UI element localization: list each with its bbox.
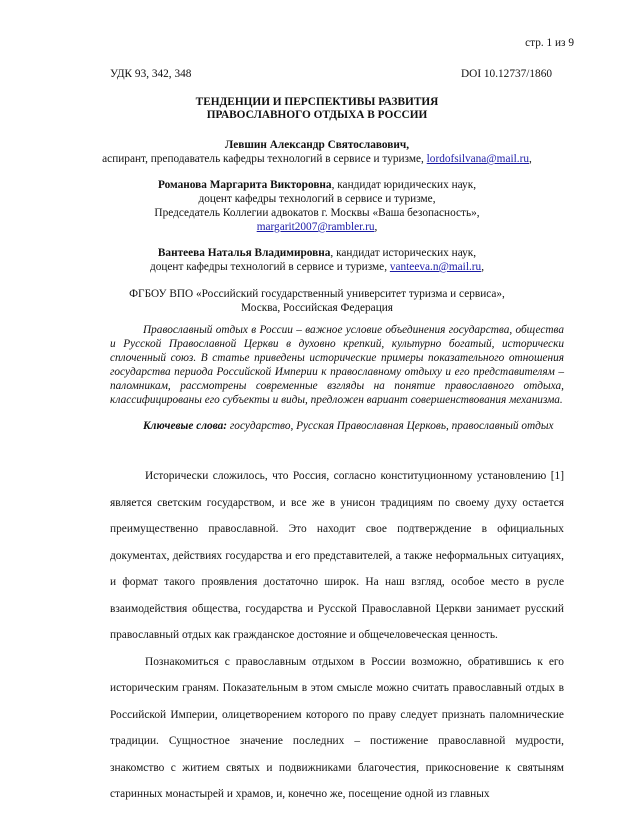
title-line-1: ТЕНДЕНЦИИ И ПЕРСПЕКТИВЫ РАЗВИТИЯ — [195, 96, 439, 108]
body-paragraph-1: Исторически сложилось, что Россия, согласно конституционному установлению [1] является светским государством, и все же в унисон традициям по своему духу остается преимущественно православной. Это находит свое подтверждение в официальных документах, действиях государства и его представителей, а также неформальных ситуациях, и формат такого проявления достаточно широк. На наш взгляд, особое место в русле взаимодействия общества, государства и Русской Православной Церкви занимает русский православный отдых как гражданское достояние и общечеловеческая ценность. — [110, 470, 564, 641]
author-1-email-suffix: , — [529, 153, 532, 165]
author-2-role: Председатель Коллегии адвокатов г. Москвы «Ваша безопасность», — [154, 207, 480, 219]
udk-doi-row — [110, 68, 552, 80]
author-2-block — [40, 178, 594, 234]
title-line-2: ПРАВОСЛАВНОГО ОТДЫХА В РОССИИ — [206, 109, 428, 121]
author-2-name-line — [40, 178, 594, 192]
author-3-position — [40, 260, 594, 274]
author-2-position: доцент кафедры технологий в сервисе и туризме, — [198, 193, 436, 205]
author-3-block — [40, 246, 594, 274]
author-3-degree: , кандидат исторических наук, — [330, 247, 477, 259]
author-3-name-line — [40, 246, 594, 260]
keywords-label: Ключевые слова: — [143, 420, 228, 432]
author-3-position-text: доцент кафедры технологий в сервисе и туризме, — [149, 261, 390, 273]
udk-code: УДК 93, 342, 348 — [110, 68, 192, 80]
keywords — [110, 419, 564, 433]
abstract: Православный отдых в России – важное условие объединения государства, общества и Русской Православной Церкви в духовно крепкий, культурно богатый, исторически сплоченный союз. В статье приведены исторические примеры показательного отношения государства периода Российской Империи к православному отдыху и его представителям – паломникам, рассмотрены современные взгляды на понятие православного отдыха, классифицированы его субъекты и виды, предложен вариант совершенствования механизма. — [110, 324, 564, 406]
author-1-name-suffix: , — [406, 139, 410, 151]
author-2-degree: , кандидат юридических наук, — [331, 179, 477, 191]
author-3-email-link[interactable]: vanteeva.n@mail.ru — [389, 261, 482, 273]
author-1-block — [40, 138, 594, 166]
affiliation-line-2: Москва, Российская Федерация — [241, 302, 393, 314]
author-3-name: Вантеева Наталья Владимировна — [157, 247, 331, 259]
author-2-email-suffix: , — [374, 221, 378, 233]
author-2-name: Романова Маргарита Викторовна — [157, 179, 332, 191]
page-number: стр. 1 из 9 — [525, 37, 574, 49]
affiliation — [40, 287, 594, 315]
doi-code: DOI 10.12737/1860 — [461, 68, 552, 80]
author-1-position-text: аспирант, преподаватель кафедры технологий в сервисе и туризме, — [102, 153, 427, 165]
body-paragraph-2: Познакомиться с православным отдыхом в России возможно, обратившись к его историческим граням. Показательным в этом смысле можно считать православный отдых в Российской Империи, олицетворением которого по праву следует признать паломнические традиции. Сущностное значение последних – постижение православной мудрости, знакомство с житием святых и подвижниками благочестия, прикосновение к святыням старинных монастырей и храмов, и, конечно же, посещение одной из главных — [110, 655, 564, 800]
author-1-name: Левшин Александр Святославович — [224, 139, 407, 151]
author-1-name-line — [40, 138, 594, 152]
keywords-text: государство, Русская Православная Церковь, православный отдых — [227, 420, 554, 432]
article-body — [110, 463, 564, 808]
affiliation-line-1: ФГБОУ ВПО «Российский государственный университет туризма и сервиса», — [129, 288, 505, 300]
author-2-email-line — [40, 220, 594, 234]
author-1-email-link[interactable]: lordofsilvana@mail.ru — [426, 153, 529, 165]
article-title — [70, 96, 564, 122]
author-1-position — [40, 152, 594, 166]
author-3-email-suffix: , — [481, 261, 485, 273]
author-2-email-link[interactable]: margarit2007@rambler.ru — [256, 221, 375, 233]
